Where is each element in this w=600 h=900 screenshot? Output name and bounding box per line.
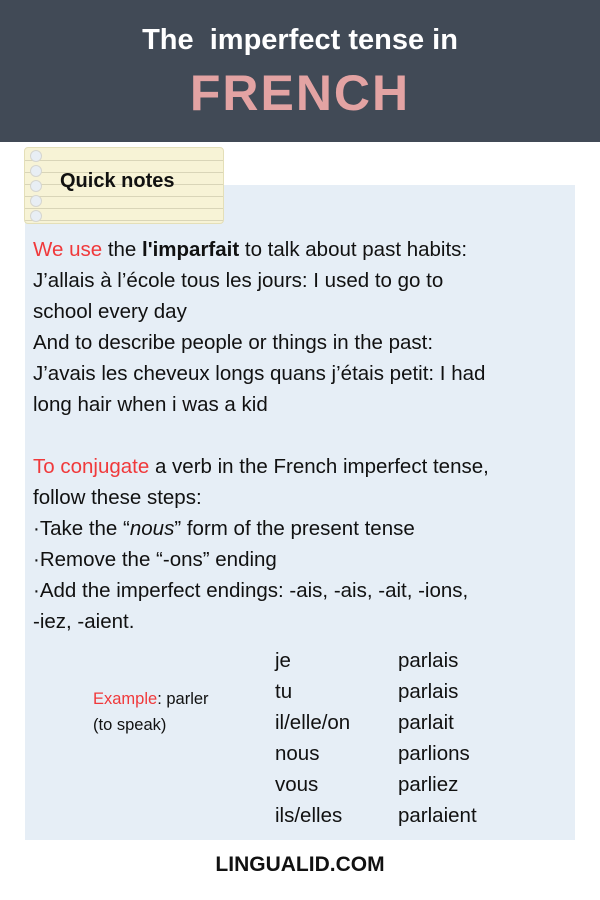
pronoun-column [275, 645, 350, 831]
notebook-hole-icon [30, 180, 42, 192]
conjugation: parlais [398, 649, 459, 672]
example-label [93, 686, 209, 738]
example-translation: (to speak) [93, 716, 167, 734]
step-3: ·Add the imperfect endings: -ais, -ais, -ait, -ions, [33, 579, 469, 602]
text: ·Take the “ [33, 517, 130, 540]
highlight: We use [33, 238, 103, 261]
step-1 [33, 513, 593, 544]
conjugation: parlais [398, 680, 459, 703]
pronoun: vous [275, 773, 319, 796]
notes-body [33, 234, 593, 637]
notebook-hole-icon [30, 210, 42, 222]
pronoun: nous [275, 742, 320, 765]
text: the [102, 238, 143, 261]
conjugation-column [398, 645, 477, 831]
quick-notes-card [24, 147, 224, 224]
notebook-hole-icon [30, 195, 42, 207]
step-3-cont: -iez, -aient. [33, 610, 135, 633]
text: a verb in the French imperfect tense, [149, 455, 489, 478]
text-line: And to describe people or things in the past: [33, 331, 434, 354]
example-verb: : parler [157, 690, 209, 708]
term: l'imparfait [142, 238, 240, 261]
text-line: J’avais les cheveux longs quans j’étais petit: I had [33, 362, 486, 385]
highlight: To conjugate [33, 455, 150, 478]
conjugation: parlaient [398, 804, 477, 827]
text-line [33, 234, 593, 265]
text-line [33, 451, 593, 482]
text: ” form of the present tense [174, 517, 415, 540]
pronoun: tu [275, 680, 293, 703]
title-line-1: The imperfect tense in [142, 24, 458, 56]
step-2: ·Remove the “-ons” ending [33, 548, 277, 571]
header-banner [0, 0, 600, 142]
quick-notes-label: Quick notes [60, 170, 175, 192]
text-line: school every day [33, 300, 187, 323]
term: nous [129, 517, 175, 540]
text-line: follow these steps: [33, 486, 202, 509]
conjugation: parlions [398, 742, 470, 765]
footer-site: LINGUALID.COM [215, 853, 385, 876]
conjugation: parliez [398, 773, 459, 796]
pronoun: je [275, 649, 291, 672]
pronoun: ils/elles [275, 804, 343, 827]
notebook-hole-icon [30, 165, 42, 177]
text-line: J’allais à l’école tous les jours: I used to go to [33, 269, 444, 292]
conjugation: parlait [398, 711, 454, 734]
notebook-hole-icon [30, 150, 42, 162]
text-line: long hair when i was a kid [33, 393, 268, 416]
text: to talk about past habits: [239, 238, 468, 261]
pronoun: il/elle/on [275, 711, 351, 734]
title-line-2: FRENCH [189, 65, 411, 121]
example-highlight: Example [93, 690, 158, 708]
